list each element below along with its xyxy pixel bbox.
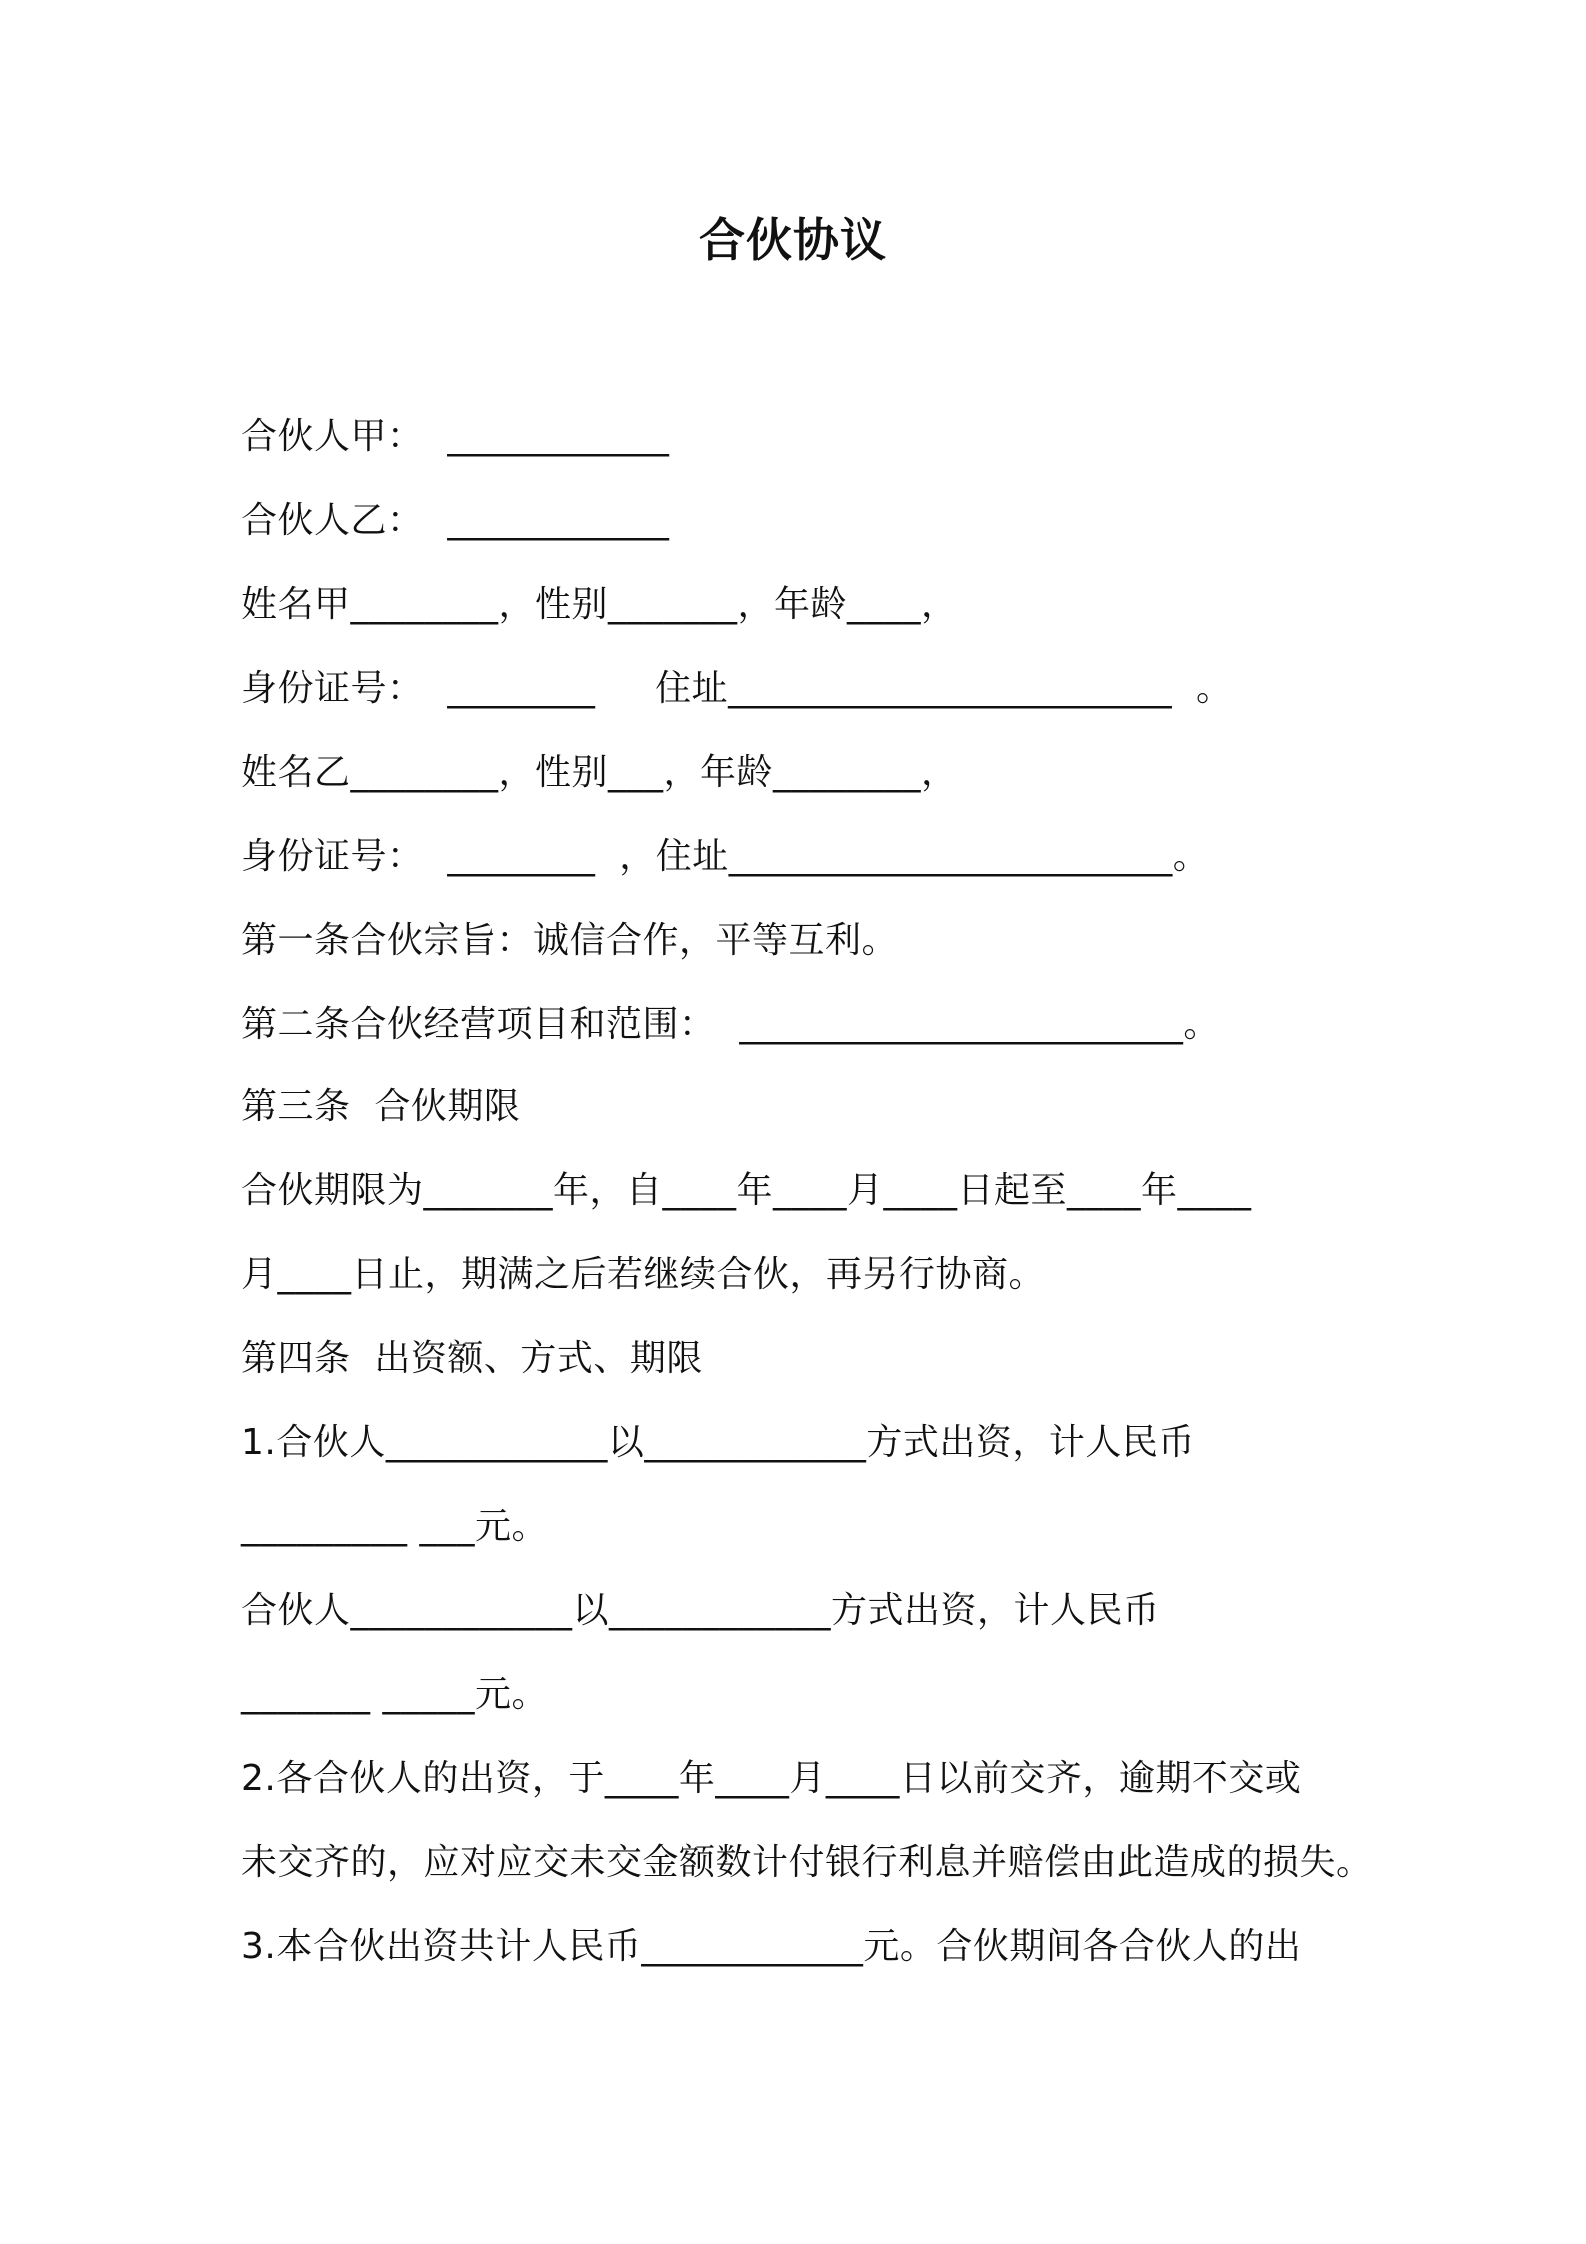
payment-deadline-line-2: 未交齐的，应对应交未交金额数计付银行利息并赔偿由此造成的损失。: [241, 1842, 1373, 1883]
contribution-1-line: 1.合伙人____________以____________方式出资，计人民币: [241, 1422, 1195, 1463]
id-address-b-line: 身份证号： ________ ，住址________________________。: [241, 836, 1210, 877]
partner-b-line: 合伙人乙： ____________: [241, 500, 670, 541]
name-a-line: 姓名甲________，性别_______，年龄____，: [241, 584, 958, 625]
payment-deadline-line-1: 2.各合伙人的出资，于____年____月____日以前交齐，逾期不交或: [241, 1758, 1302, 1799]
id-address-a-line: 身份证号： ________ 住址________________________ 。: [241, 668, 1233, 709]
term-line-1: 合伙期限为_______年，自____年____月____日起至____年____: [241, 1170, 1252, 1211]
document-title: 合伙协议: [699, 213, 887, 267]
article-4-heading: 第四条 出资额、方式、期限: [241, 1338, 703, 1379]
partner-a-line: 合伙人甲： ____________: [241, 416, 670, 457]
total-contribution-line: 3.本合伙出资共计人民币____________元。合伙期间各合伙人的出: [241, 1926, 1302, 1967]
article-2-line: 第二条合伙经营项目和范围： ________________________。: [241, 1004, 1220, 1045]
name-b-line: 姓名乙________，性别___，年龄________，: [241, 752, 958, 793]
article-1-line: 第一条合伙宗旨：诚信合作，平等互利。: [241, 920, 899, 961]
contribution-2-amount-line: _______ _____元。: [241, 1674, 548, 1715]
term-line-2: 月____日止，期满之后若继续合伙，再另行协商。: [241, 1254, 1046, 1295]
contribution-1-amount-line: _________ ___元。: [241, 1506, 548, 1547]
contribution-2-line: 合伙人____________以____________方式出资，计人民币: [241, 1590, 1160, 1631]
article-3-heading: 第三条 合伙期限: [241, 1086, 521, 1127]
